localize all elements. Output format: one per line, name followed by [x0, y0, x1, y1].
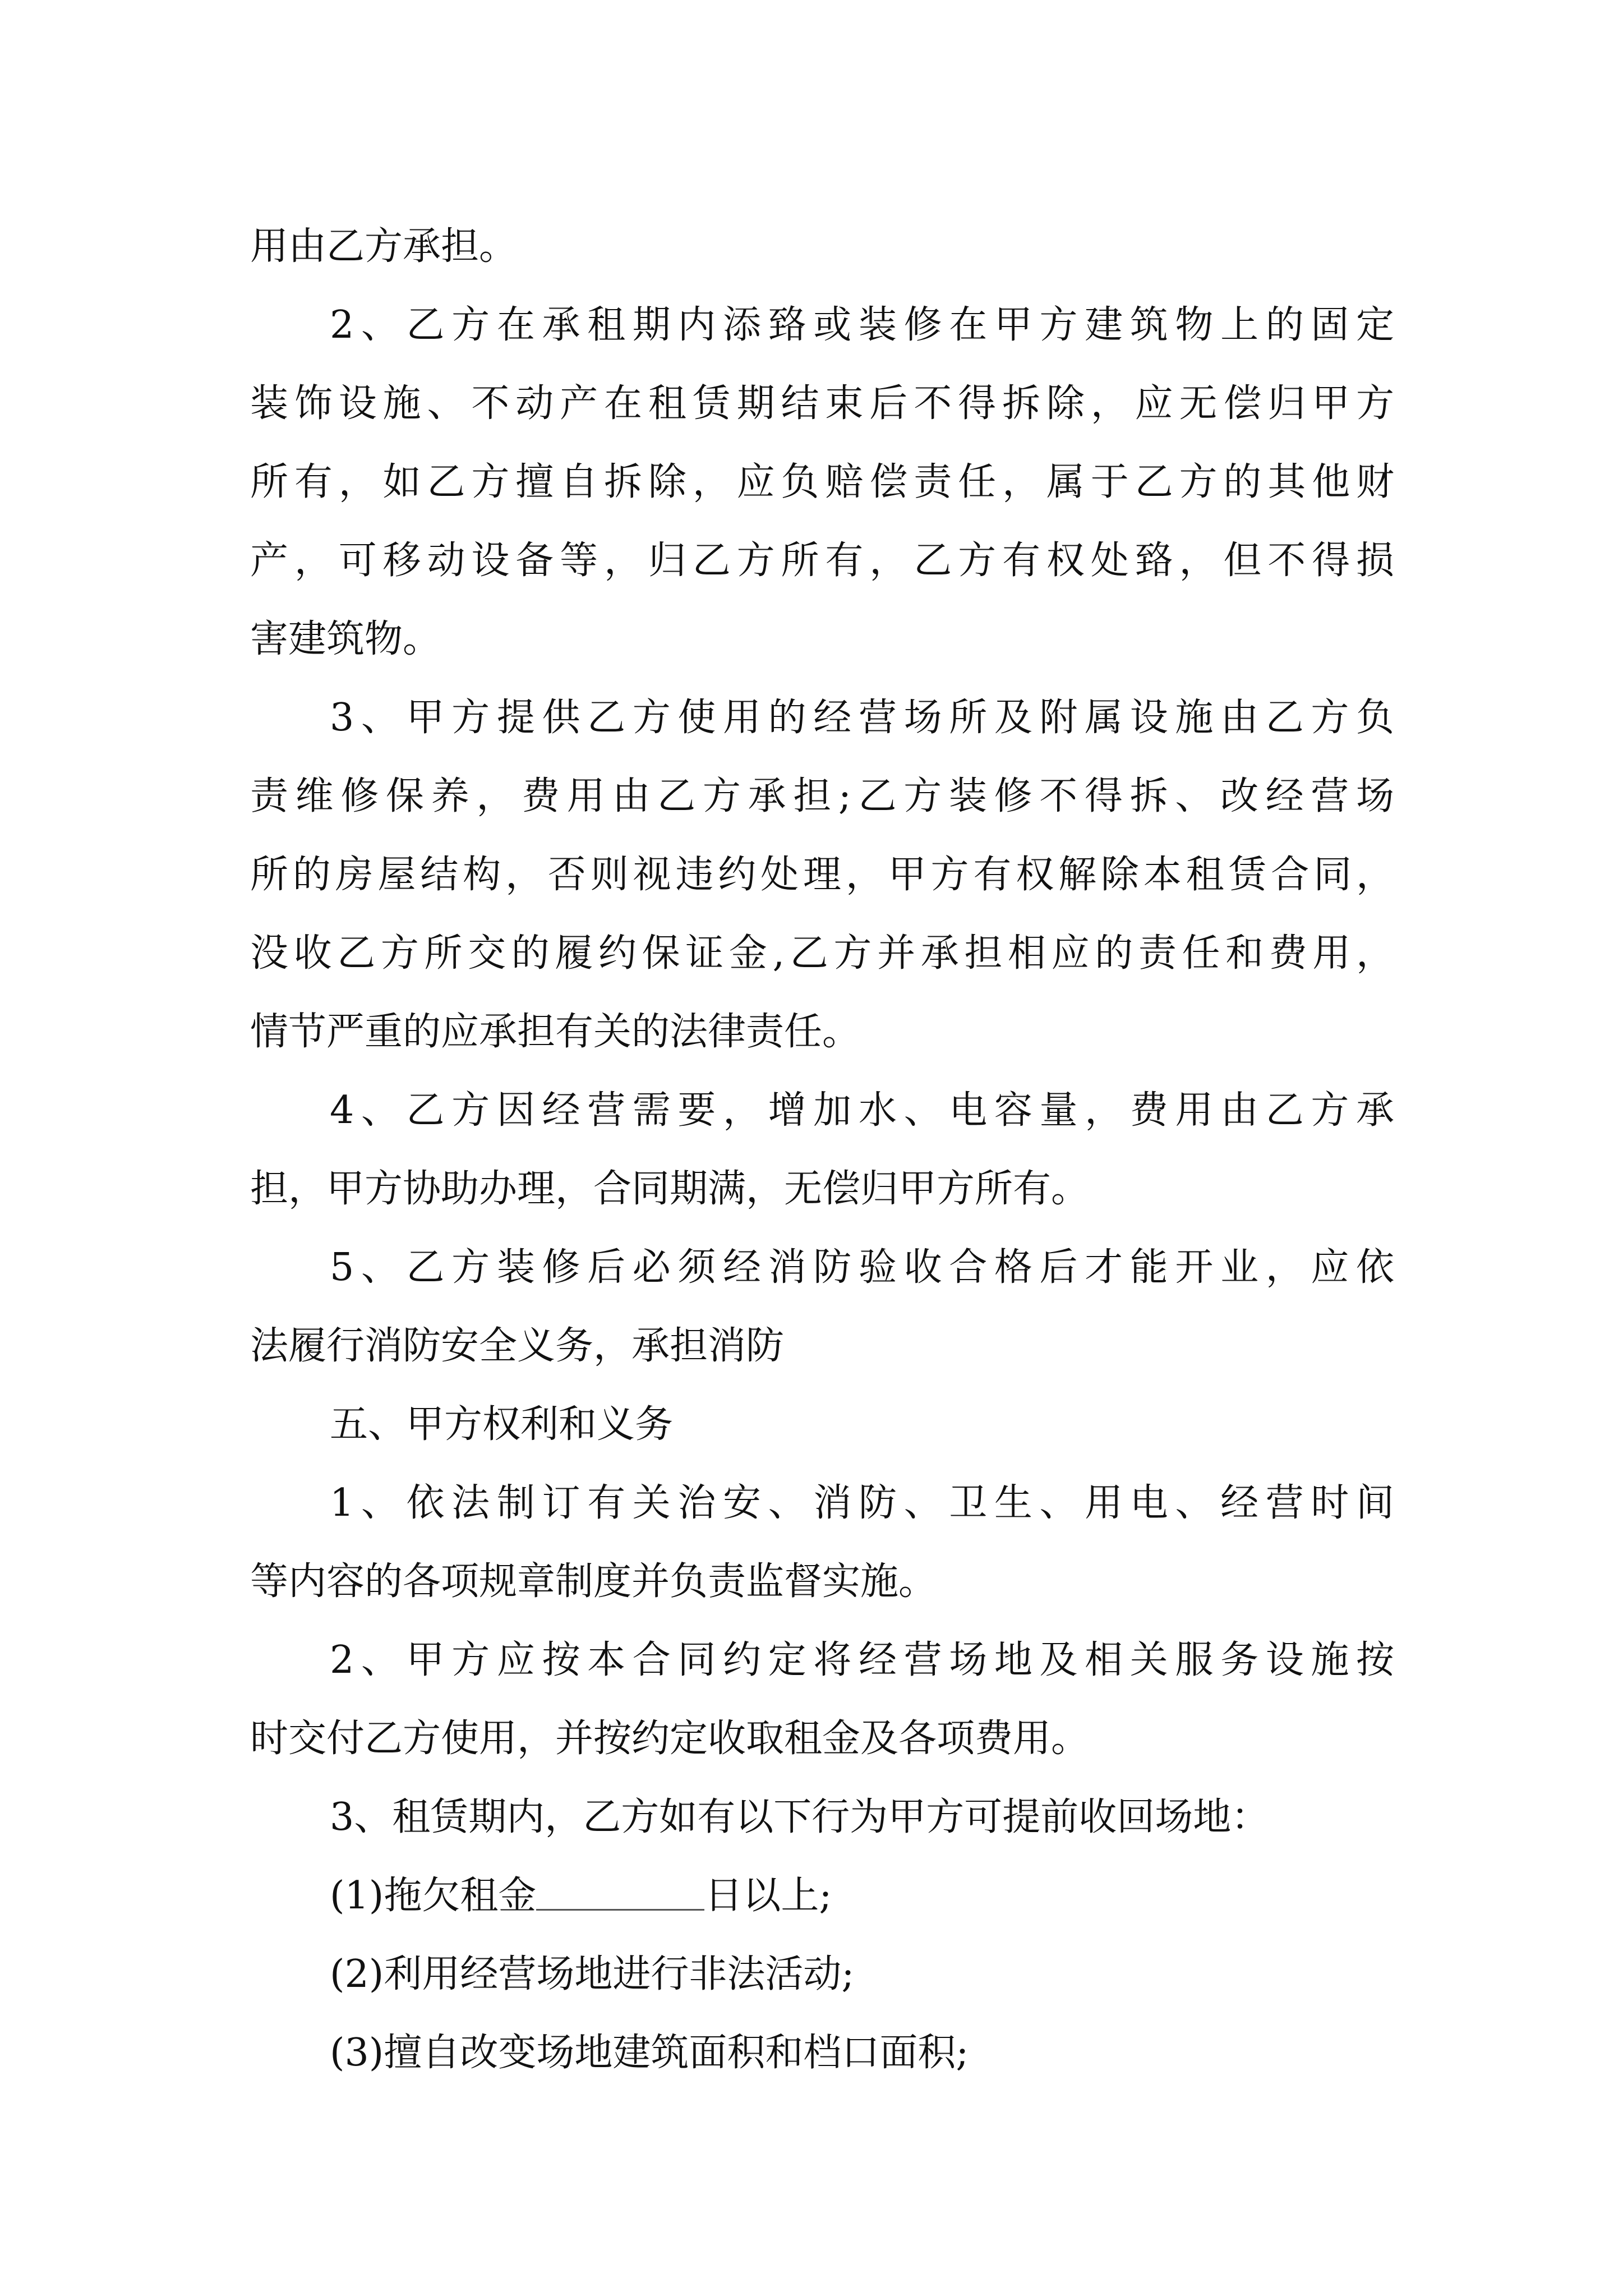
- list-item: (2)利用经营场地进行非法活动;: [330, 1952, 855, 1996]
- text-line: 用由乙方承担。: [250, 224, 518, 269]
- text-line: 情节严重的应承担有关的法律责任。: [250, 1010, 861, 1054]
- text-line: 害建筑物。: [250, 617, 441, 661]
- text-line: 5、乙方装修后必须经消防验收合格后才能开业，应依: [330, 1245, 1394, 1290]
- text-line: 4、乙方因经营需要，增加水、电容量，费用由乙方承: [330, 1088, 1394, 1133]
- text-line: 3、租赁期内，乙方如有以下行为甲方可提前收回场地：: [330, 1795, 1270, 1839]
- fill-in-blank: [536, 1870, 704, 1911]
- list-item: [250, 1857, 1394, 1935]
- text-line: 等内容的各项规章制度并负责监督实施。: [250, 1559, 937, 1604]
- text-line: 2、甲方应按本合同约定将经营场地及相关服务设施按: [330, 1638, 1394, 1682]
- text-line: 担，甲方协助办理，合同期满，无偿归甲方所有。: [250, 1167, 1090, 1211]
- document-body: [250, 208, 1394, 2092]
- text-line: 时交付乙方使用，并按约定收取租金及各项费用。: [250, 1717, 1090, 1761]
- text-line: 责维修保养，费用由乙方承担;乙方装修不得拆、改经营场: [250, 774, 1394, 818]
- section-heading: 五、甲方权利和义务: [330, 1402, 674, 1447]
- text-line: 装饰设施、不动产在租赁期结束后不得拆除，应无偿归甲方: [250, 381, 1394, 426]
- text-line: 法履行消防安全义务，承担消防: [250, 1324, 785, 1368]
- list-item-suffix: 日以上;: [704, 1874, 832, 1918]
- text-line: 1、依法制订有关治安、消防、卫生、用电、经营时间: [330, 1481, 1394, 1525]
- text-line: 产，可移动设备等，归乙方所有，乙方有权处臵，但不得损: [250, 539, 1394, 583]
- text-line: 2、乙方在承租期内添臵或装修在甲方建筑物上的固定: [330, 303, 1394, 347]
- text-line: 所的房屋结构，否则视违约处理，甲方有权解除本租赁合同，: [250, 853, 1394, 897]
- text-line: 没收乙方所交的履约保证金,乙方并承担相应的责任和费用，: [250, 931, 1394, 976]
- list-item: (3)擅自改变场地建筑面积和档口面积;: [330, 2031, 969, 2075]
- text-line: 所有，如乙方擅自拆除，应负赔偿责任，属于乙方的其他财: [250, 460, 1394, 504]
- list-item-prefix: (1)拖欠租金: [330, 1874, 537, 1918]
- text-line: 3、甲方提供乙方使用的经营场所及附属设施由乙方负: [330, 696, 1394, 740]
